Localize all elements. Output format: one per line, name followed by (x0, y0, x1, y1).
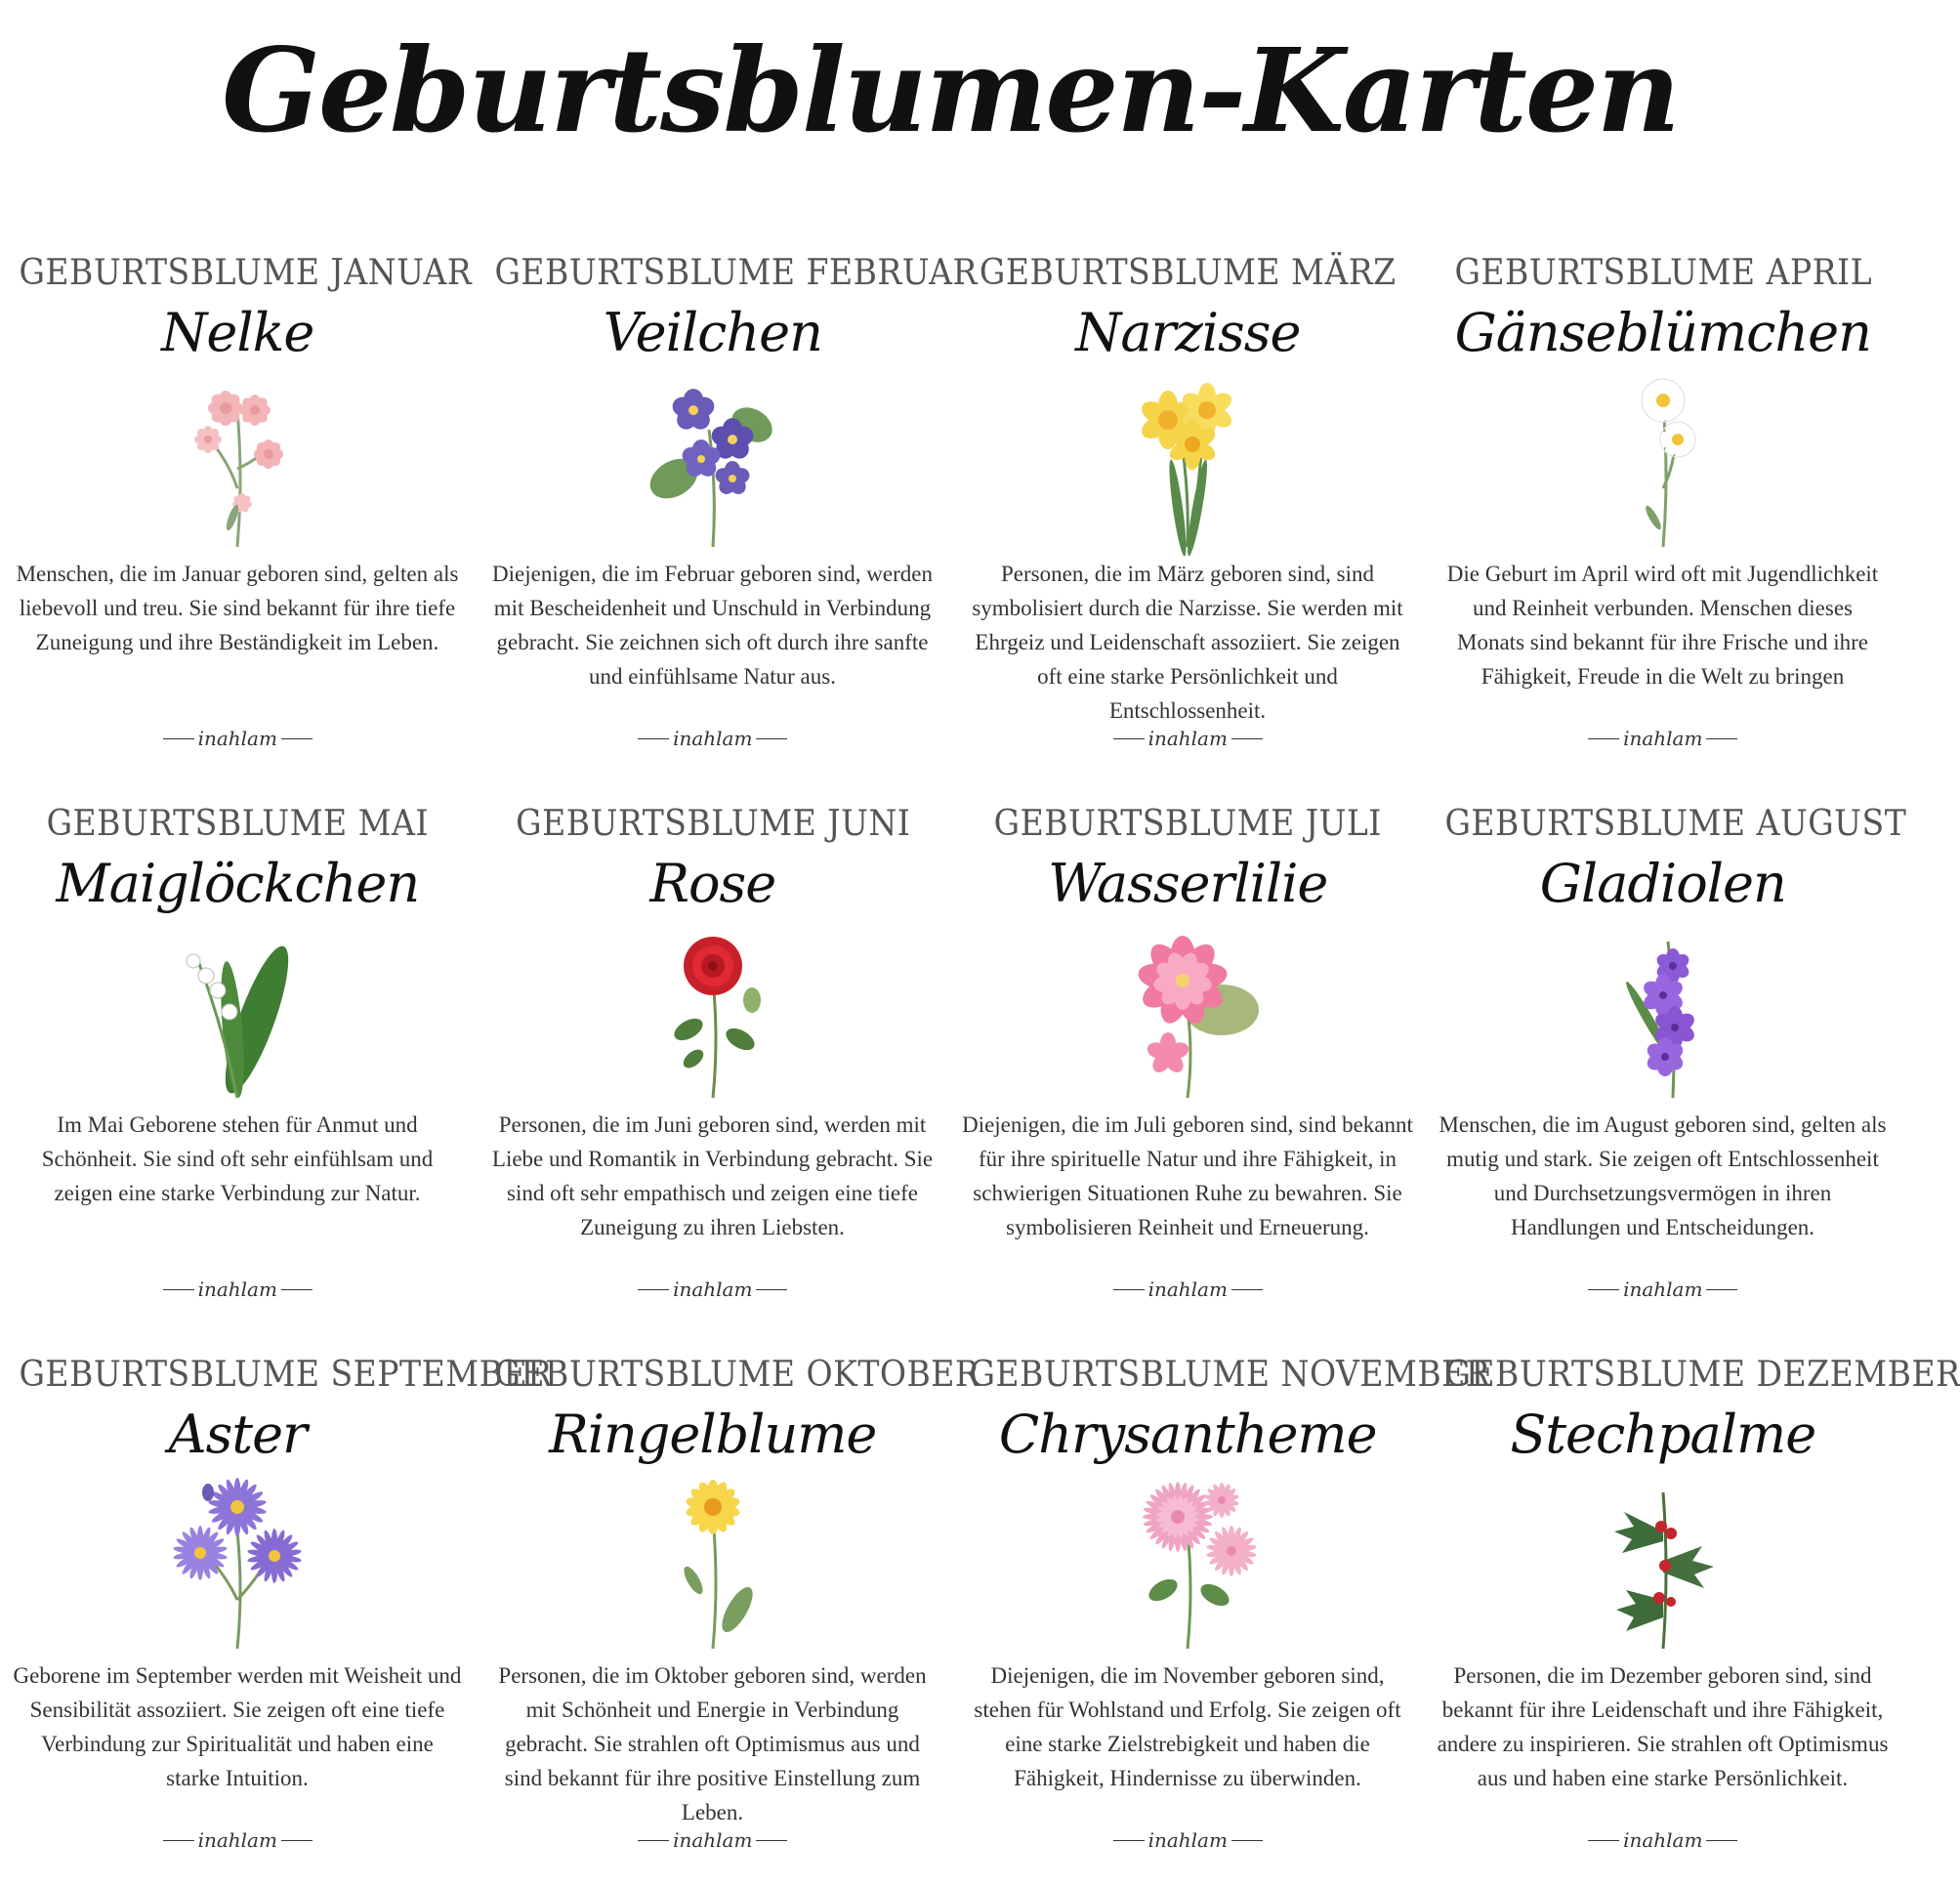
signature-text: inahlam (1147, 1828, 1228, 1852)
signature-flourish-left (638, 1840, 669, 1841)
flower-name: Veilchen (603, 302, 822, 363)
signature-flourish-right (1231, 1840, 1263, 1841)
card-description: Im Mai Geborene stehen für Anmut und Schönheit. Sie sind oft sehr einfühlsam und zeigen eine starke Verbindung zur Natur. (41, 1112, 434, 1205)
card-description: Geborene im September werden mit Weisheit und Sensibilität assoziiert. Sie zeigen oft eine tiefe Verbindung zur Spiritualität und haben eine starke Intuition. (13, 1663, 462, 1790)
signature-text: inahlam (197, 1278, 277, 1301)
card-heading: GEBURTSBLUME SEPTEMBER (19, 1355, 553, 1395)
card-description: Diejenigen, die im Februar geboren sind, werden mit Bescheidenheit und Unschuld in Verbindung gebracht. Sie zeichnen sich oft durch ihre sanfte und einfühlsame Natur aus. (492, 562, 933, 689)
card-description: Menschen, die im Januar geboren sind, gelten als liebevoll und treu. Sie sind bekannt für ihre tiefe Zuneigung und ihre Beständigkeit im Leben. (16, 562, 459, 654)
flower-name: Maiglöckchen (56, 853, 420, 914)
signature-flourish-right (1706, 1840, 1737, 1841)
flower-card (950, 785, 1426, 1336)
flower-card (476, 1336, 980, 1887)
flower-name: Ringelblume (549, 1404, 877, 1465)
card-heading: GEBURTSBLUME AUGUST (1443, 804, 1906, 844)
card-heading: GEBURTSBLUME JULI (993, 804, 1382, 844)
card-description: Diejenigen, die im Juli geboren sind, sind bekannt für ihre spirituelle Natur und ihre Fähigkeit, in schwierigen Situationen Ruhe zu bewahren. Sie symbolisieren Reinheit und Erneuerung. (962, 1112, 1413, 1239)
signature (476, 1824, 951, 1856)
signature (950, 723, 1426, 754)
signature-text: inahlam (1147, 1278, 1228, 1301)
flower-card (1426, 234, 1901, 785)
flower-name: Gladiolen (1539, 853, 1786, 914)
card-heading: GEBURTSBLUME JANUAR (19, 253, 473, 293)
card-description: Personen, die im Dezember geboren sind, sind bekannt für ihre Leidenschaft und ihre Fähigkeit, andere zu inspirieren. Sie strahlen oft Optimismus aus und haben eine starke Persönlichkeit. (1437, 1663, 1889, 1790)
flower-card (0, 785, 476, 1336)
card-heading: GEBURTSBLUME APRIL (1453, 253, 1872, 293)
card-heading: GEBURTSBLUME OKTOBER (493, 1355, 980, 1395)
card-heading: GEBURTSBLUME MAI (46, 804, 429, 844)
signature-flourish-left (1588, 1289, 1619, 1290)
flower-name: Stechpalme (1510, 1404, 1816, 1465)
flower-name: Aster (168, 1404, 307, 1465)
signature-flourish-left (163, 1289, 194, 1290)
card-heading: GEBURTSBLUME FEBRUAR (493, 253, 978, 293)
daffodil-icon (1090, 371, 1285, 552)
signature-text: inahlam (673, 1828, 753, 1852)
flower-card (0, 234, 476, 785)
flower-card (476, 234, 978, 785)
flower-card (950, 234, 1426, 785)
signature (1426, 1274, 1901, 1305)
card-heading: GEBURTSBLUME NOVEMBER (969, 1355, 1491, 1395)
lily-of-the-valley-icon (140, 922, 335, 1103)
flower-card (0, 1336, 553, 1887)
marigold-icon (615, 1473, 811, 1654)
aster-icon (140, 1473, 335, 1654)
violet-icon (615, 371, 811, 552)
card-description: Menschen, die im August geboren sind, gelten als mutig und stark. Sie zeigen oft Entschlossenheit und Durchsetzungsvermögen in ihren Handlungen und Entscheidungen. (1439, 1112, 1887, 1239)
signature-flourish-right (756, 1289, 787, 1290)
card-heading: GEBURTSBLUME JUNI (515, 804, 910, 844)
daisy-icon (1565, 371, 1761, 552)
signature (476, 723, 951, 754)
gladiolus-icon (1565, 922, 1761, 1103)
water-lily-icon (1090, 922, 1285, 1103)
flower-card (1426, 785, 1906, 1336)
signature-flourish-left (1113, 1289, 1145, 1290)
signature-text: inahlam (197, 1828, 277, 1852)
signature-flourish-right (1231, 1289, 1263, 1290)
flower-name: Narzisse (1075, 302, 1301, 363)
signature-flourish-left (1113, 1840, 1145, 1841)
rose-icon (615, 922, 811, 1103)
signature-text: inahlam (1623, 727, 1703, 750)
signature (1426, 1824, 1901, 1856)
signature-flourish-right (756, 1840, 787, 1841)
card-description: Personen, die im März geboren sind, sind symbolisiert durch die Narzisse. Sie werden mit Ehrgeiz und Leidenschaft assoziiert. Sie zeigen oft eine starke Persönlichkeit und Entschlossenheit. (972, 562, 1403, 723)
signature (476, 1274, 951, 1305)
card-heading: GEBURTSBLUME DEZEMBER (1443, 1355, 1960, 1395)
signature-flourish-left (1588, 738, 1619, 739)
signature-text: inahlam (1623, 1828, 1703, 1852)
flower-card (1426, 1336, 1960, 1887)
signature-flourish-left (1588, 1840, 1619, 1841)
flower-name: Rose (649, 853, 776, 914)
signature-flourish-right (1231, 738, 1263, 739)
card-description: Die Geburt im April wird oft mit Jugendlichkeit und Reinheit verbunden. Menschen dieses Monats sind bekannt für ihre Frische und ihre Fähigkeit, Freude in die Welt zu bringen (1446, 562, 1879, 689)
signature-flourish-left (1113, 738, 1145, 739)
signature (950, 1274, 1426, 1305)
flower-card (950, 1336, 1491, 1887)
page-title: Geburtsblumen-Karten (222, 22, 1679, 158)
signature-flourish-right (281, 1840, 313, 1841)
birth-flower-card-grid (0, 234, 1960, 1875)
signature (1426, 723, 1901, 754)
card-description: Personen, die im Oktober geboren sind, werden mit Schönheit und Energie in Verbindung gebracht. Sie strahlen oft Optimismus aus und sind bekannt für ihre positive Einstellung zum Leben. (498, 1663, 927, 1824)
signature-text: inahlam (1147, 727, 1228, 750)
signature (0, 1824, 476, 1856)
signature-flourish-left (163, 1840, 194, 1841)
signature-flourish-left (163, 738, 194, 739)
signature (950, 1824, 1426, 1856)
signature-flourish-right (1706, 1289, 1737, 1290)
signature (0, 1274, 476, 1305)
flower-name: Wasserlilie (1048, 853, 1328, 914)
card-description: Personen, die im Juni geboren sind, werden mit Liebe und Romantik in Verbindung gebracht. Sie sind oft sehr empathisch und zeigen eine tiefe Zuneigung zu ihren Liebsten. (491, 1112, 934, 1239)
signature-flourish-left (638, 738, 669, 739)
signature-flourish-right (281, 1289, 313, 1290)
signature-text: inahlam (673, 1278, 753, 1301)
flower-card (476, 785, 951, 1336)
flower-name: Gänseblümchen (1454, 302, 1871, 363)
signature-flourish-left (638, 1289, 669, 1290)
flower-name: Nelke (161, 302, 314, 363)
carnation-icon (140, 371, 335, 552)
signature-flourish-right (756, 738, 787, 739)
flower-name: Chrysantheme (998, 1404, 1377, 1465)
signature-text: inahlam (197, 727, 277, 750)
signature-text: inahlam (1623, 1278, 1703, 1301)
holly-icon (1565, 1473, 1761, 1654)
signature-flourish-right (281, 738, 313, 739)
signature-text: inahlam (673, 727, 753, 750)
signature-flourish-right (1706, 738, 1737, 739)
chrysanthemum-icon (1090, 1473, 1285, 1654)
card-description: Diejenigen, die im November geboren sind, stehen für Wohlstand und Erfolg. Sie zeigen oft eine starke Zielstrebigkeit und haben die Fähigkeit, Hindernisse zu überwinden. (974, 1663, 1401, 1790)
card-heading: GEBURTSBLUME MÄRZ (979, 253, 1397, 293)
signature (0, 723, 476, 754)
